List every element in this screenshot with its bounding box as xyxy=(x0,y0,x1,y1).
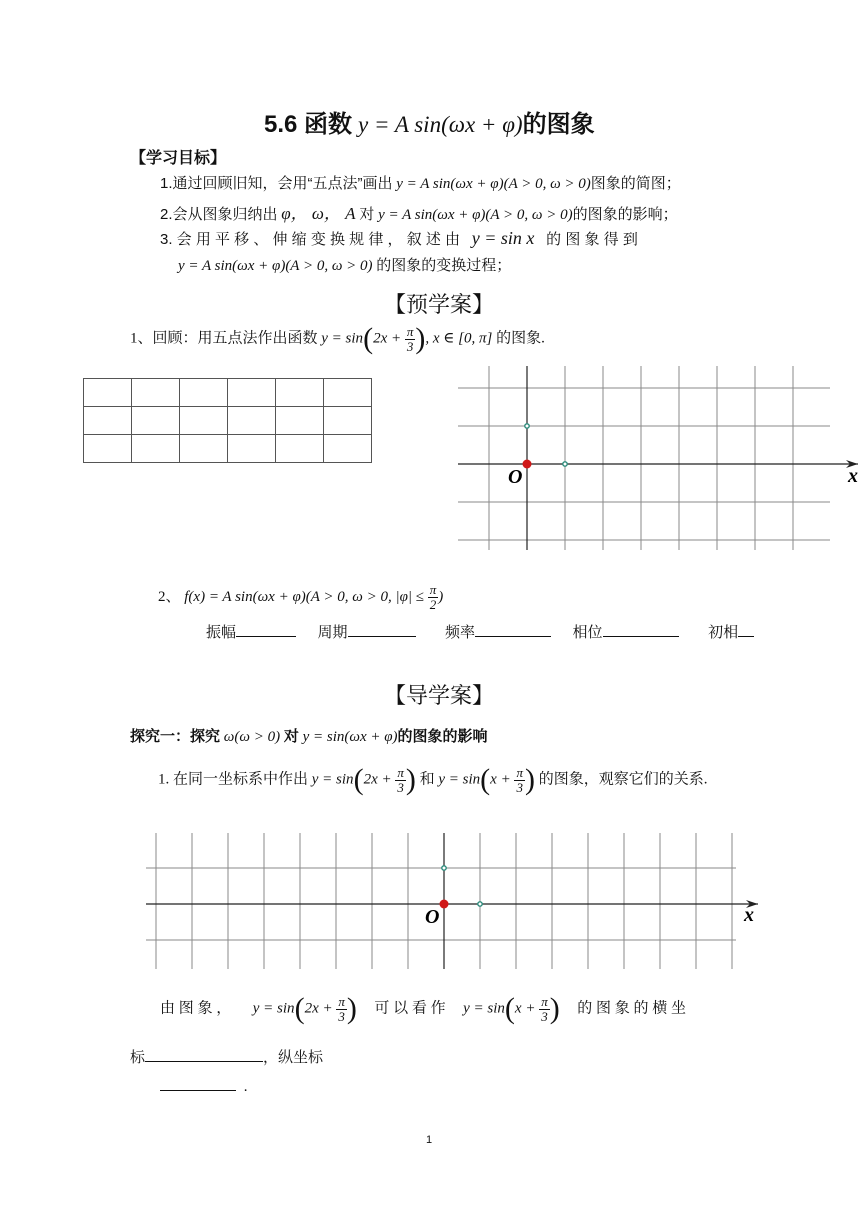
grid-point xyxy=(442,866,446,870)
table-cell[interactable] xyxy=(132,379,180,407)
fill-in-fields: 振幅 周期 频率 相位 初相 xyxy=(206,621,754,642)
conclusion-line-1: 由 图 象 ， y = sin(2x + $\frac{\pi}{3}$ ) 可 以 看 作 y = sin(x + $\frac{\pi}{3}$ ) 的 图 象 的 横 坐 xyxy=(160,992,686,1025)
origin-point xyxy=(440,900,449,909)
table-cell[interactable] xyxy=(228,379,276,407)
table-cell[interactable] xyxy=(276,435,324,463)
origin-label: O xyxy=(508,466,523,488)
table-cell[interactable] xyxy=(228,407,276,435)
objective-2: 2.会从图象归纳出 φ， ω， A 对 y = A sin(ωx + φ)(A > 0, ω > 0)的图象的影响； xyxy=(160,204,678,223)
x-axis-label: x xyxy=(744,904,754,926)
origin-label: O xyxy=(425,906,440,928)
grid-point xyxy=(525,424,529,428)
table-cell[interactable] xyxy=(276,379,324,407)
conclusion-line-3: . xyxy=(160,1076,248,1096)
frequency-blank[interactable] xyxy=(475,622,551,637)
five-point-table xyxy=(83,378,372,463)
table-cell[interactable] xyxy=(132,435,180,463)
table-cell[interactable] xyxy=(324,407,372,435)
objectives-heading: 【学习目标】 xyxy=(130,150,227,167)
phase-blank[interactable] xyxy=(603,622,679,637)
conclusion-line-2: 标 ，纵坐标 xyxy=(130,1046,323,1067)
objective-3: 3. 会 用 平 移 、 伸 缩 变 换 规 律 ， 叙 述 由 y = sin x 的 图 象 得 到 xyxy=(160,228,638,248)
section-heading-guide: 【导学案】 xyxy=(384,683,495,708)
grid-point xyxy=(563,462,567,466)
grid-point xyxy=(478,902,482,906)
table-cell[interactable] xyxy=(180,407,228,435)
initial-phase-blank[interactable] xyxy=(738,622,754,637)
x-axis-label: x xyxy=(848,465,858,487)
guide-question-1: 1. 在同一坐标系中作出 y = sin(2x + $\frac{\pi}{3}$ ) 和 y = sin(x + $\frac{\pi}{3}$ ) 的图象，观察它们的关系. xyxy=(158,763,708,796)
table-cell[interactable] xyxy=(276,407,324,435)
table-cell[interactable] xyxy=(132,407,180,435)
coordinate-grid-2 xyxy=(146,833,770,969)
table-cell[interactable] xyxy=(180,379,228,407)
period-blank[interactable] xyxy=(348,622,416,637)
amplitude-blank[interactable] xyxy=(236,622,296,637)
page-title: 5.6 函数 y = A sin(ωx + φ)的图象 xyxy=(264,111,595,138)
table-cell[interactable] xyxy=(324,379,372,407)
origin-point xyxy=(523,460,532,469)
table-cell[interactable] xyxy=(228,435,276,463)
table-cell[interactable] xyxy=(84,379,132,407)
page-number: 1 xyxy=(426,1134,433,1146)
objective-1: 1.通过回顾旧知，会用“五点法”画出 y = A sin(ωx + φ)(A > 0, ω > 0)图象的简图； xyxy=(160,175,681,192)
horizontal-coordinate-blank[interactable] xyxy=(145,1047,263,1062)
table-cell[interactable] xyxy=(84,407,132,435)
grid-lines xyxy=(458,366,830,550)
table-cell[interactable] xyxy=(324,435,372,463)
table-cell[interactable] xyxy=(84,435,132,463)
coordinate-grid-1 xyxy=(458,366,860,550)
vertical-coordinate-blank[interactable] xyxy=(160,1076,236,1091)
explore-1-heading: 探究一：探究 ω(ω > 0) 对 y = sin(ωx + φ)的图象的影响 xyxy=(130,728,488,745)
preview-question-2: 2、 f(x) = A sin(ωx + φ)(A > 0, ω > 0, |φ| ≤ $\frac{\pi}{2}$ ) xyxy=(158,582,444,612)
section-heading-preview: 【预学案】 xyxy=(384,292,495,317)
table-cell[interactable] xyxy=(180,435,228,463)
preview-question-1: 1、回顾：用五点法作出函数 y = sin(2x + $\frac{\pi}{3}$ ), x ∈ [0, π] 的图象. xyxy=(130,322,545,355)
objective-3-cont: y = A sin(ωx + φ)(A > 0, ω > 0) 的图象的变换过程； xyxy=(178,257,512,274)
